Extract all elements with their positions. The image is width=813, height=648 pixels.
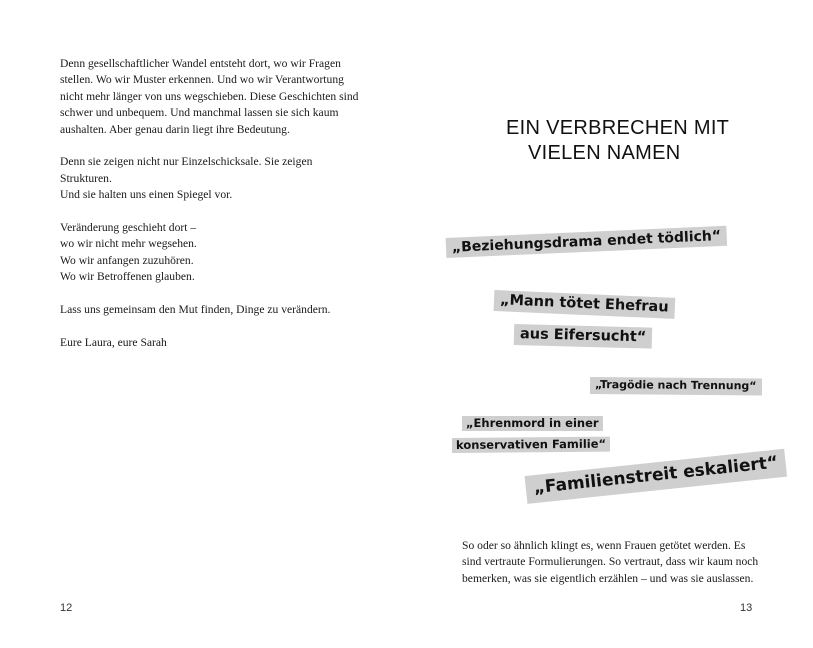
paragraph: [462, 538, 762, 587]
chapter-title-line: VIELEN NAMEN: [528, 142, 681, 164]
text-line: schwer und unbequem. Und manchmal lassen sie sich kaum: [60, 106, 339, 120]
text-line: aushalten. Aber genau darin liegt ihre Bedeutung.: [60, 122, 290, 136]
text-line: wo wir nicht mehr wegsehen.: [60, 237, 197, 251]
right-page-text: [462, 538, 762, 587]
text-line: sind vertraute Formulierungen. So vertraut, dass wir kaum noch: [462, 555, 759, 569]
text-line: Lass uns gemeinsam den Mut finden, Dinge zu verändern.: [60, 303, 331, 317]
headline-clipping: [462, 416, 603, 431]
headline-text: aus Eifersucht“: [519, 326, 647, 346]
left-page-text: [60, 56, 360, 368]
headline-text: „Familienstreit eskaliert“: [532, 452, 779, 499]
paragraph: [60, 56, 360, 138]
text-line: nicht mehr länger von uns wegschieben. Diese Geschichten sind: [60, 89, 359, 103]
text-line: So oder so ähnlich klingt es, wenn Frauen getötet werden. Es: [462, 539, 746, 552]
headline-clipping: [452, 437, 610, 454]
headline-clipping: [446, 226, 728, 258]
right-page: [406, 0, 813, 648]
page-number-right: 13: [740, 602, 753, 614]
text-line: Wo wir anfangen zuzuhören.: [60, 253, 194, 267]
signature-line: [60, 335, 360, 351]
text-line: Wo wir Betroffenen glauben.: [60, 270, 195, 284]
text-line: stellen. Wo wir Muster erkennen. Und wo wir Verantwortung: [60, 73, 344, 87]
text-line: Eure Laura, eure Sarah: [60, 335, 167, 349]
text-line: Veränderung geschieht dort –: [60, 221, 197, 235]
paragraph: [60, 220, 360, 286]
headline-text: „Beziehungsdrama endet tödlich“: [451, 227, 722, 256]
headline-text: „Mann tötet Ehefrau: [499, 292, 669, 316]
paragraph: [60, 154, 360, 203]
headline-clipping: [590, 377, 762, 395]
paragraph: [60, 302, 360, 318]
text-line: Denn gesellschaftlicher Wandel entsteht dort, wo wir Fragen: [60, 57, 341, 70]
headline-clipping: [494, 290, 675, 319]
headline-clipping: [514, 324, 653, 348]
text-line: Und sie halten uns einen Spiegel vor.: [60, 188, 233, 202]
chapter-title-line: EIN VERBRECHEN MIT: [506, 117, 730, 139]
headline-text: „Ehrenmord in einer: [466, 416, 599, 430]
headline-text: „Tragödie nach Trennung“: [594, 378, 757, 393]
chapter-title: [506, 116, 729, 166]
text-line: bemerken, was sie eigentlich erzählen – und was sie auslassen.: [462, 571, 754, 585]
headline-clipping: [525, 449, 788, 504]
text-line: Denn sie zeigen nicht nur Einzelschicksale. Sie zeigen Strukturen.: [60, 155, 313, 185]
headline-text: konservativen Familie“: [455, 436, 607, 452]
page-number-left: 12: [60, 602, 73, 614]
left-page: [0, 0, 406, 648]
